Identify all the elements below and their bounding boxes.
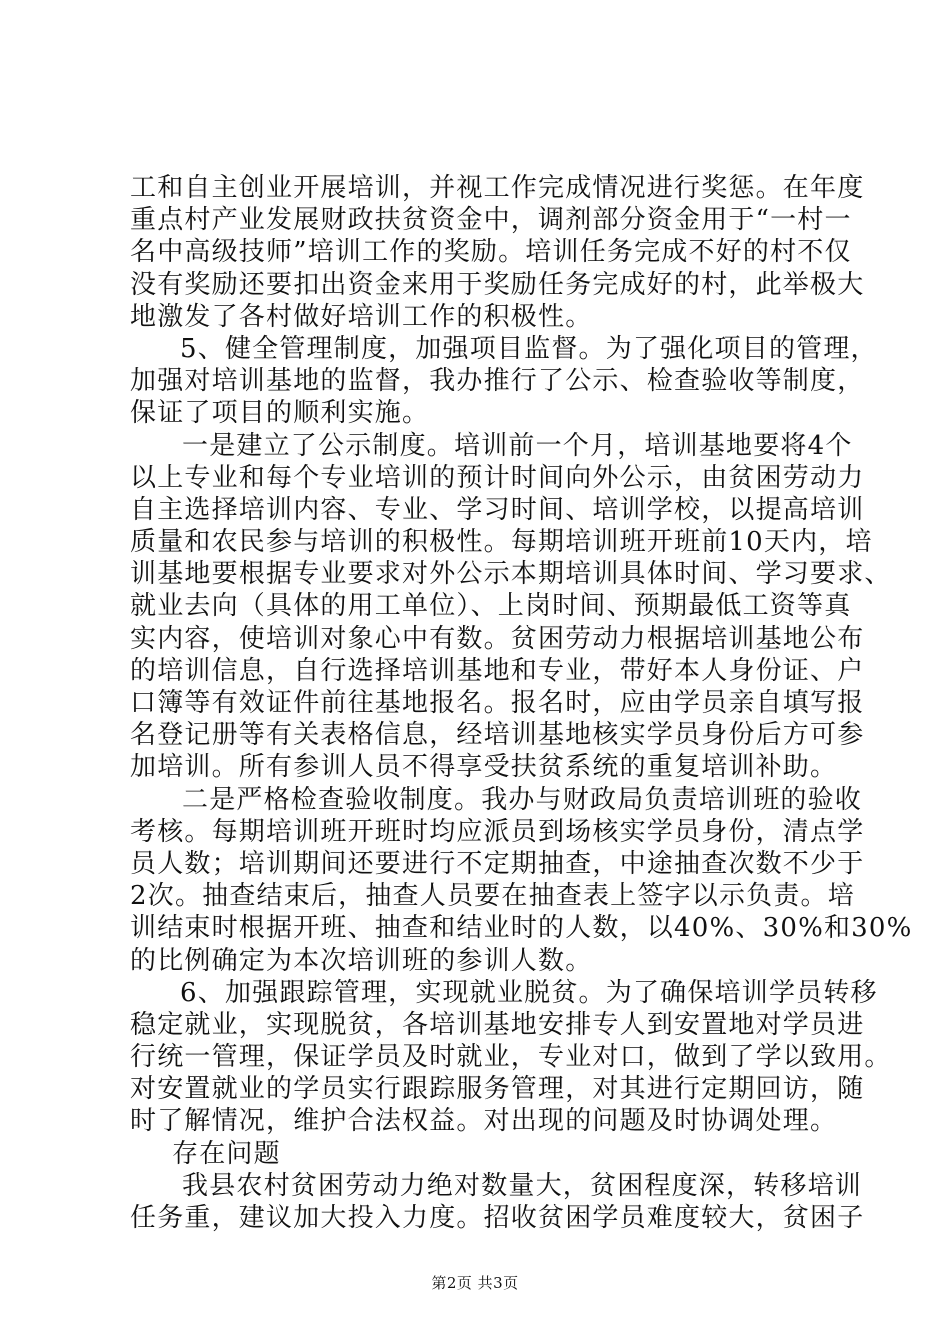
section-heading-line: 6、加强跟踪管理，实现就业脱贫。为了确保培训学员转移 [180,977,878,1008]
paragraph-start-line: 一是建立了公示制度。培训前一个月，培训基地要将4个 [182,430,853,461]
text-line: 地激发了各村做好培训工作的积极性。 [130,301,593,332]
section-heading-line: 5、健全管理制度，加强项目监督。为了强化项目的管理， [180,333,878,364]
paragraph-start-line: 我县农村贫困劳动力绝对数量大，贫困程度深，转移培训 [182,1170,863,1201]
text-line: 行统一管理，保证学员及时就业，专业对口，做到了学以致用。 [130,1042,892,1073]
paragraph-start-line: 二是严格检查验收制度。我办与财政局负责培训班的验收 [182,784,863,815]
text-line: 名中高级技师”培训工作的奖励。培训任务完成不好的村不仅 [130,237,852,268]
text-line: 质量和农民参与培训的积极性。每期培训班开班前10天内，培 [130,527,873,558]
text-line: 自主选择培训内容、专业、学习时间、培训学校，以提高培训 [130,494,865,525]
text-line: 以上专业和每个专业培训的预计时间向外公示，由贫困劳动力 [130,462,865,493]
text-line: 训结束时根据开班、抽查和结业时的人数，以40%、30%和30% [130,913,913,944]
text-line: 实内容，使培训对象心中有数。贫困劳动力根据培训基地公布 [130,623,865,654]
section-title: 存在问题 [172,1138,281,1169]
text-line: 任务重，建议加大投入力度。招收贫困学员难度较大，贫困子 [130,1203,865,1233]
text-line: 对安置就业的学员实行跟踪服务管理，对其进行定期回访，随 [130,1074,865,1105]
text-line: 重点村产业发展财政扶贫资金中，调剂部分资金用于“一村一 [130,205,852,236]
text-line: 考核。每期培训班开班时均应派员到场核实学员身份，清点学 [130,816,865,847]
text-line: 没有奖励还要扣出资金来用于奖励任务完成好的村，此举极大 [130,269,865,300]
text-line: 训基地要根据专业要求对外公示本期培训具体时间、学习要求、 [130,559,892,590]
text-line: 就业去向（具体的用工单位）、上岗时间、预期最低工资等真 [130,591,852,622]
text-line: 2次。抽查结束后，抽查人员要在抽查表上签字以示负责。培 [130,881,855,912]
text-line: 名登记册等有关表格信息，经培训基地核实学员身份后方可参 [130,720,865,751]
text-line: 加强对培训基地的监督，我办推行了公示、检查验收等制度， [130,366,865,397]
text-line: 工和自主创业开展培训，并视工作完成情况进行奖惩。在年度 [130,173,865,203]
text-line: 加培训。所有参训人员不得享受扶贫系统的重复培训补助。 [130,752,838,783]
text-line: 员人数；培训期间还要进行不定期抽查，中途抽查次数不少于 [130,848,865,879]
text-line: 口簿等有效证件前往基地报名。报名时，应由学员亲自填写报 [130,688,865,718]
text-line: 稳定就业，实现脱贫，各培训基地安排专人到安置地对学员进 [130,1009,865,1040]
body-text [130,172,913,1234]
text-line: 的培训信息，自行选择培训基地和专业，带好本人身份证、户 [130,655,865,686]
text-line: 时了解情况，维护合法权益。对出现的问题及时协调处理。 [130,1106,838,1137]
page-number-footer: 第2页 共3页 [431,1274,519,1292]
text-line: 保证了项目的顺利实施。 [130,398,430,429]
text-line: 的比例确定为本次培训班的参训人数。 [130,945,593,976]
